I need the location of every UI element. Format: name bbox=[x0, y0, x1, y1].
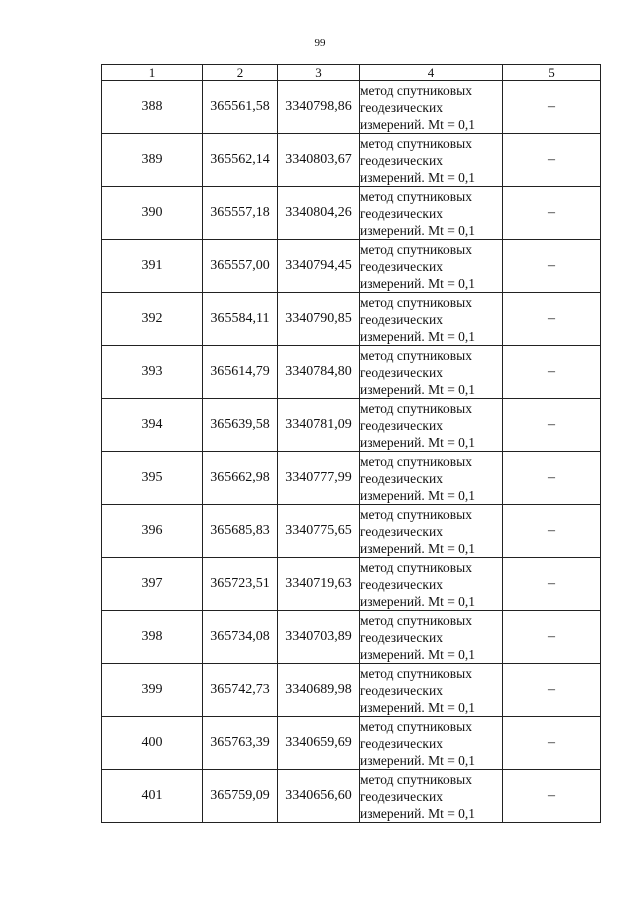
method-text-line: метод спутниковых bbox=[360, 506, 472, 522]
x-coordinate-cell: 365742,73 bbox=[203, 664, 278, 717]
column-header-4: 4 bbox=[360, 65, 503, 81]
column-header-1: 1 bbox=[102, 65, 203, 81]
method-text-line: измерений. Mt = 0,1 bbox=[360, 222, 476, 238]
method-text-line: измерений. Mt = 0,1 bbox=[360, 381, 476, 397]
page-number: 99 bbox=[314, 37, 326, 49]
method-text-line: измерений. Mt = 0,1 bbox=[360, 434, 476, 450]
method-text-line: метод спутниковых bbox=[360, 188, 472, 204]
method-text-line: измерений. Mt = 0,1 bbox=[360, 487, 476, 503]
table-row bbox=[102, 293, 601, 346]
y-coordinate-cell: 3340777,99 bbox=[278, 452, 360, 505]
coordinates-table bbox=[101, 64, 601, 823]
y-coordinate-cell: 3340719,63 bbox=[278, 558, 360, 611]
method-text-line: геодезических bbox=[360, 576, 443, 592]
note-cell: – bbox=[503, 611, 601, 664]
x-coordinate-cell: 365639,58 bbox=[203, 399, 278, 452]
method-text-line: измерений. Mt = 0,1 bbox=[360, 169, 476, 185]
note-cell: – bbox=[503, 399, 601, 452]
x-coordinate-cell: 365562,14 bbox=[203, 134, 278, 187]
x-coordinate-cell: 365685,83 bbox=[203, 505, 278, 558]
method-text-line: измерений. Mt = 0,1 bbox=[360, 752, 476, 768]
method-cell bbox=[360, 346, 503, 399]
note-cell: – bbox=[503, 187, 601, 240]
y-coordinate-cell: 3340798,86 bbox=[278, 81, 360, 134]
method-text-line: метод спутниковых bbox=[360, 294, 472, 310]
table-row bbox=[102, 399, 601, 452]
x-coordinate-cell: 365584,11 bbox=[203, 293, 278, 346]
method-cell bbox=[360, 452, 503, 505]
table-row bbox=[102, 505, 601, 558]
method-text-line: измерений. Mt = 0,1 bbox=[360, 540, 476, 556]
method-text-line: метод спутниковых bbox=[360, 771, 472, 787]
x-coordinate-cell: 365759,09 bbox=[203, 770, 278, 823]
column-header-2: 2 bbox=[203, 65, 278, 81]
method-text-line: геодезических bbox=[360, 99, 443, 115]
table-row bbox=[102, 346, 601, 399]
method-text-line: геодезических bbox=[360, 735, 443, 751]
table-row bbox=[102, 187, 601, 240]
table-row bbox=[102, 81, 601, 134]
table-row bbox=[102, 664, 601, 717]
column-header-5: 5 bbox=[503, 65, 601, 81]
note-cell: – bbox=[503, 293, 601, 346]
x-coordinate-cell: 365614,79 bbox=[203, 346, 278, 399]
method-text-line: геодезических bbox=[360, 470, 443, 486]
method-text-line: измерений. Mt = 0,1 bbox=[360, 646, 476, 662]
method-text-line: метод спутниковых bbox=[360, 718, 472, 734]
method-text-line: геодезических bbox=[360, 311, 443, 327]
y-coordinate-cell: 3340794,45 bbox=[278, 240, 360, 293]
header-row bbox=[102, 65, 601, 81]
y-coordinate-cell: 3340689,98 bbox=[278, 664, 360, 717]
x-coordinate-cell: 365557,00 bbox=[203, 240, 278, 293]
method-text-line: геодезических bbox=[360, 629, 443, 645]
point-number-cell: 389 bbox=[102, 134, 203, 187]
method-text-line: метод спутниковых bbox=[360, 665, 472, 681]
table-row bbox=[102, 611, 601, 664]
method-cell bbox=[360, 505, 503, 558]
point-number-cell: 395 bbox=[102, 452, 203, 505]
method-text-line: метод спутниковых bbox=[360, 241, 472, 257]
point-number-cell: 391 bbox=[102, 240, 203, 293]
method-text-line: метод спутниковых bbox=[360, 559, 472, 575]
method-text-line: метод спутниковых bbox=[360, 453, 472, 469]
point-number-cell: 401 bbox=[102, 770, 203, 823]
method-text-line: измерений. Mt = 0,1 bbox=[360, 593, 476, 609]
point-number-cell: 399 bbox=[102, 664, 203, 717]
x-coordinate-cell: 365557,18 bbox=[203, 187, 278, 240]
x-coordinate-cell: 365662,98 bbox=[203, 452, 278, 505]
y-coordinate-cell: 3340703,89 bbox=[278, 611, 360, 664]
point-number-cell: 388 bbox=[102, 81, 203, 134]
method-cell bbox=[360, 558, 503, 611]
method-cell bbox=[360, 717, 503, 770]
y-coordinate-cell: 3340775,65 bbox=[278, 505, 360, 558]
note-cell: – bbox=[503, 664, 601, 717]
method-cell bbox=[360, 293, 503, 346]
method-cell bbox=[360, 81, 503, 134]
point-number-cell: 394 bbox=[102, 399, 203, 452]
table-row bbox=[102, 558, 601, 611]
table-row bbox=[102, 240, 601, 293]
y-coordinate-cell: 3340804,26 bbox=[278, 187, 360, 240]
method-text-line: метод спутниковых bbox=[360, 82, 472, 98]
y-coordinate-cell: 3340803,67 bbox=[278, 134, 360, 187]
table-row bbox=[102, 717, 601, 770]
note-cell: – bbox=[503, 717, 601, 770]
point-number-cell: 393 bbox=[102, 346, 203, 399]
x-coordinate-cell: 365763,39 bbox=[203, 717, 278, 770]
note-cell: – bbox=[503, 346, 601, 399]
method-cell bbox=[360, 664, 503, 717]
method-text-line: метод спутниковых bbox=[360, 400, 472, 416]
method-cell bbox=[360, 399, 503, 452]
method-text-line: метод спутниковых bbox=[360, 347, 472, 363]
note-cell: – bbox=[503, 505, 601, 558]
method-text-line: измерений. Mt = 0,1 bbox=[360, 805, 476, 821]
method-text-line: измерений. Mt = 0,1 bbox=[360, 328, 476, 344]
method-text-line: геодезических bbox=[360, 788, 443, 804]
note-cell: – bbox=[503, 81, 601, 134]
note-cell: – bbox=[503, 558, 601, 611]
method-cell bbox=[360, 187, 503, 240]
table-row bbox=[102, 134, 601, 187]
method-text-line: геодезических bbox=[360, 258, 443, 274]
method-text-line: геодезических bbox=[360, 152, 443, 168]
method-cell bbox=[360, 240, 503, 293]
point-number-cell: 400 bbox=[102, 717, 203, 770]
method-text-line: геодезических bbox=[360, 682, 443, 698]
y-coordinate-cell: 3340790,85 bbox=[278, 293, 360, 346]
column-header-3: 3 bbox=[278, 65, 360, 81]
y-coordinate-cell: 3340781,09 bbox=[278, 399, 360, 452]
table-row bbox=[102, 770, 601, 823]
method-text-line: геодезических bbox=[360, 364, 443, 380]
method-text-line: измерений. Mt = 0,1 bbox=[360, 116, 476, 132]
point-number-cell: 392 bbox=[102, 293, 203, 346]
method-text-line: геодезических bbox=[360, 523, 443, 539]
method-text-line: геодезических bbox=[360, 205, 443, 221]
method-cell bbox=[360, 770, 503, 823]
method-text-line: метод спутниковых bbox=[360, 135, 472, 151]
point-number-cell: 397 bbox=[102, 558, 203, 611]
note-cell: – bbox=[503, 134, 601, 187]
note-cell: – bbox=[503, 240, 601, 293]
method-text-line: измерений. Mt = 0,1 bbox=[360, 699, 476, 715]
y-coordinate-cell: 3340659,69 bbox=[278, 717, 360, 770]
y-coordinate-cell: 3340784,80 bbox=[278, 346, 360, 399]
y-coordinate-cell: 3340656,60 bbox=[278, 770, 360, 823]
method-cell bbox=[360, 611, 503, 664]
x-coordinate-cell: 365734,08 bbox=[203, 611, 278, 664]
method-cell bbox=[360, 134, 503, 187]
x-coordinate-cell: 365561,58 bbox=[203, 81, 278, 134]
point-number-cell: 398 bbox=[102, 611, 203, 664]
note-cell: – bbox=[503, 452, 601, 505]
note-cell: – bbox=[503, 770, 601, 823]
x-coordinate-cell: 365723,51 bbox=[203, 558, 278, 611]
method-text-line: геодезических bbox=[360, 417, 443, 433]
method-text-line: метод спутниковых bbox=[360, 612, 472, 628]
point-number-cell: 396 bbox=[102, 505, 203, 558]
table-row bbox=[102, 452, 601, 505]
method-text-line: измерений. Mt = 0,1 bbox=[360, 275, 476, 291]
point-number-cell: 390 bbox=[102, 187, 203, 240]
